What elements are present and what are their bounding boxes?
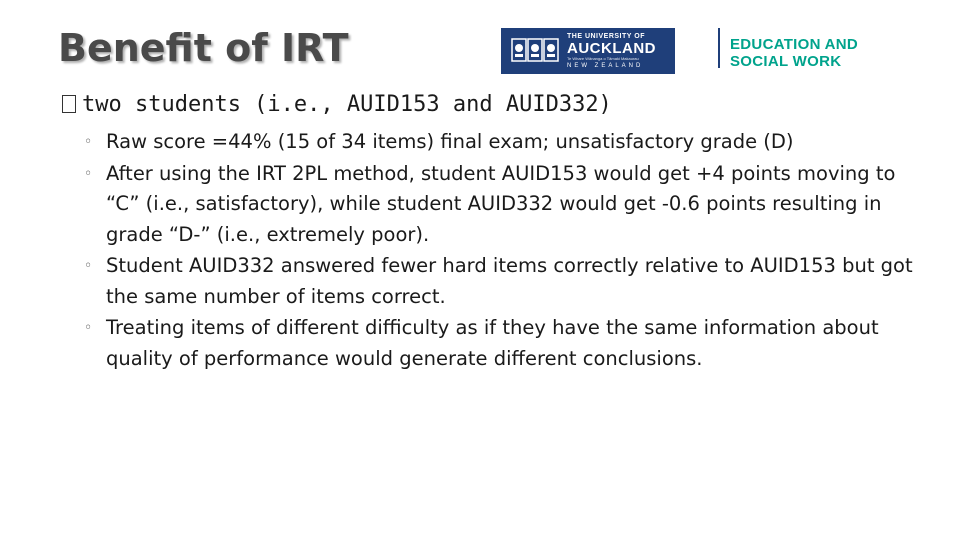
logo-divider	[718, 28, 720, 68]
crest-icon	[511, 36, 559, 66]
sub-bullet-list	[62, 127, 922, 374]
circle-bullet-icon: ◦	[84, 165, 93, 182]
sub-bullet	[82, 313, 922, 374]
sub-bullet-text: Raw score =44% (15 of 34 items) final exam; unsatisfactory grade (D)	[106, 130, 794, 153]
square-bullet-icon	[62, 95, 76, 113]
sub-bullet-text: Student AUID332 answered fewer hard items correctly relative to AUID153 but got the same number of items correct.	[106, 254, 913, 308]
circle-bullet-icon: ◦	[84, 134, 93, 150]
circle-bullet-icon: ◦	[84, 320, 93, 336]
sub-bullet-text: Treating items of different difficulty as if they have the same information about quality of performance would generate different conclusions.	[106, 316, 879, 370]
main-bullet-text: two students (i.e., AUID153 and AUID332)	[82, 92, 612, 117]
logo-line-3: Te Whare Wānanga o Tāmaki Makaurau	[567, 56, 639, 61]
sub-bullet	[82, 251, 922, 312]
sub-bullet	[82, 127, 922, 158]
main-bullet	[62, 92, 922, 117]
sub-bullet-text: After using the IRT 2PL method, student AUID153 would get +4 points moving to “C” (i.e., satisfactory), while student AUID332 would get -0.6 points resulting in grade “D-” (i.e., extremely poor).	[106, 161, 896, 246]
sub-bullet	[82, 159, 922, 251]
logo-line-2: AUCKLAND	[567, 40, 656, 57]
faculty-name	[730, 36, 858, 70]
logo-line-1: THE UNIVERSITY OF	[567, 33, 645, 40]
slide-body	[62, 92, 922, 375]
faculty-line-2: SOCIAL WORK	[730, 53, 842, 70]
logo-line-4: NEW ZEALAND	[567, 63, 644, 69]
faculty-line-1: EDUCATION AND	[730, 36, 859, 53]
university-logo	[501, 28, 675, 74]
slide-title: Benefit of IRT	[58, 26, 349, 70]
circle-bullet-icon: ◦	[84, 258, 93, 274]
